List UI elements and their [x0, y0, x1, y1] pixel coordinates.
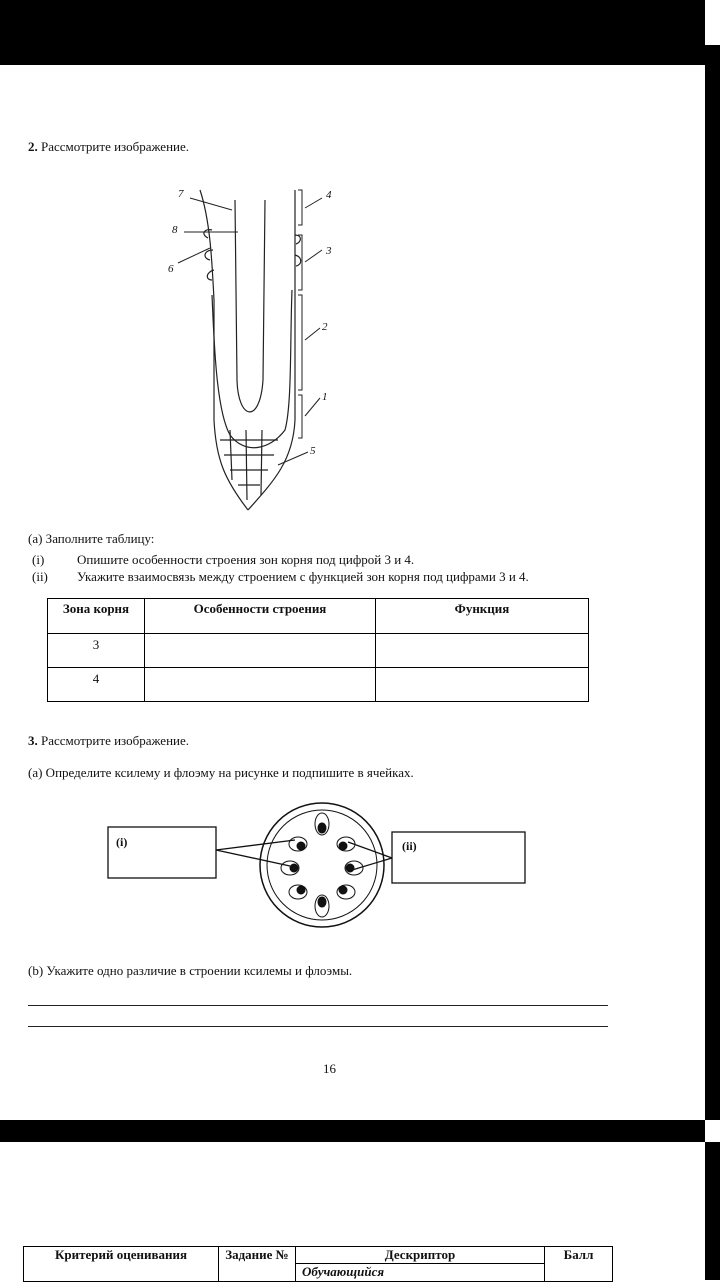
bracket-1 [298, 395, 302, 438]
leader-2 [305, 328, 320, 340]
q3-sub-a: (a) Определите ксилему и флоэму на рисунке и подпишите в ячейках. [28, 765, 414, 780]
table-row [48, 668, 589, 702]
q3-prompt: Рассмотрите изображение. [41, 733, 190, 748]
answer-line[interactable] [28, 1005, 608, 1006]
table-cell: 4 [48, 668, 145, 702]
leader-3 [305, 250, 322, 262]
leader-5 [278, 452, 308, 465]
leader-4 [305, 198, 322, 208]
answer-box-ii-label: (ii) [402, 839, 417, 853]
table-cell-input[interactable] [376, 634, 589, 668]
root-cap-lines [220, 430, 278, 500]
answer-line[interactable] [28, 1026, 608, 1027]
q2-number: 2. [28, 139, 38, 154]
table-cell-input[interactable] [145, 668, 376, 702]
q3-sub-b: (b) Укажите одно различие в строении ксилемы и флоэмы. [28, 963, 353, 978]
criteria-header: Задание № [219, 1247, 296, 1282]
leader-7 [190, 198, 232, 210]
table-header-row [48, 599, 589, 634]
table-row [48, 634, 589, 668]
table-cell: 3 [48, 634, 145, 668]
page-number: 16 [323, 1061, 336, 1076]
table-header: Зона корня [48, 599, 145, 634]
root-zones-table [47, 598, 589, 702]
diagram-label-5: 5 [310, 445, 316, 457]
diagram-label-7: 7 [178, 188, 184, 200]
page-separator-bar [0, 1120, 720, 1142]
diagram-label-8: 8 [172, 224, 178, 236]
bracket-4 [298, 190, 302, 225]
q2-sub-a: (a) Заполните таблицу: [28, 531, 155, 546]
table-cell-input[interactable] [145, 634, 376, 668]
root-outer-right [248, 190, 295, 510]
q2-sub-ii-text: Укажите взаимосвязь между строением с функцией зон корня под цифрами 3 и 4. [77, 569, 529, 584]
root-hair-right [295, 235, 301, 266]
table-cell-input[interactable] [376, 668, 589, 702]
q3-number: 3. [28, 733, 38, 748]
bracket-2 [298, 295, 302, 390]
q3-heading [28, 733, 189, 748]
q2-prompt: Рассмотрите изображение. [41, 139, 190, 154]
q2-sub-ii-marker: (ii) [32, 569, 48, 584]
criteria-header: Критерий оценивания [24, 1247, 219, 1282]
criteria-table [23, 1246, 613, 1282]
root-tip-diagram [150, 180, 360, 520]
stele-outline [235, 200, 265, 412]
criteria-header: Дескриптор [296, 1247, 545, 1264]
q2-heading [28, 139, 189, 154]
diagram-label-2: 2 [322, 321, 328, 333]
q2-sub-i-text: Опишите особенности строения зон корня под цифрой 3 и 4. [77, 552, 415, 567]
q2-sub-i-marker: (i) [32, 552, 45, 567]
top-black-bar [0, 0, 720, 65]
diagram-label-6: 6 [168, 263, 174, 275]
diagram-label-4: 4 [326, 189, 332, 201]
cortex-line [212, 290, 292, 448]
table-header: Особенности строения [145, 599, 376, 634]
table-header: Функция [376, 599, 589, 634]
page-right-edge [705, 65, 720, 1120]
leader-1 [305, 398, 320, 416]
criteria-header-row [24, 1247, 613, 1264]
page-right-edge-lower [705, 1142, 720, 1280]
diagram-label-1: 1 [322, 391, 328, 403]
vascular-bundles [281, 813, 363, 917]
criteria-sub-header: Обучающийся [296, 1264, 545, 1282]
criteria-header: Балл [545, 1247, 613, 1282]
stem-cross-section-diagram [100, 800, 540, 930]
answer-box-i-label: (i) [116, 835, 128, 849]
diagram-label-3: 3 [326, 245, 332, 257]
